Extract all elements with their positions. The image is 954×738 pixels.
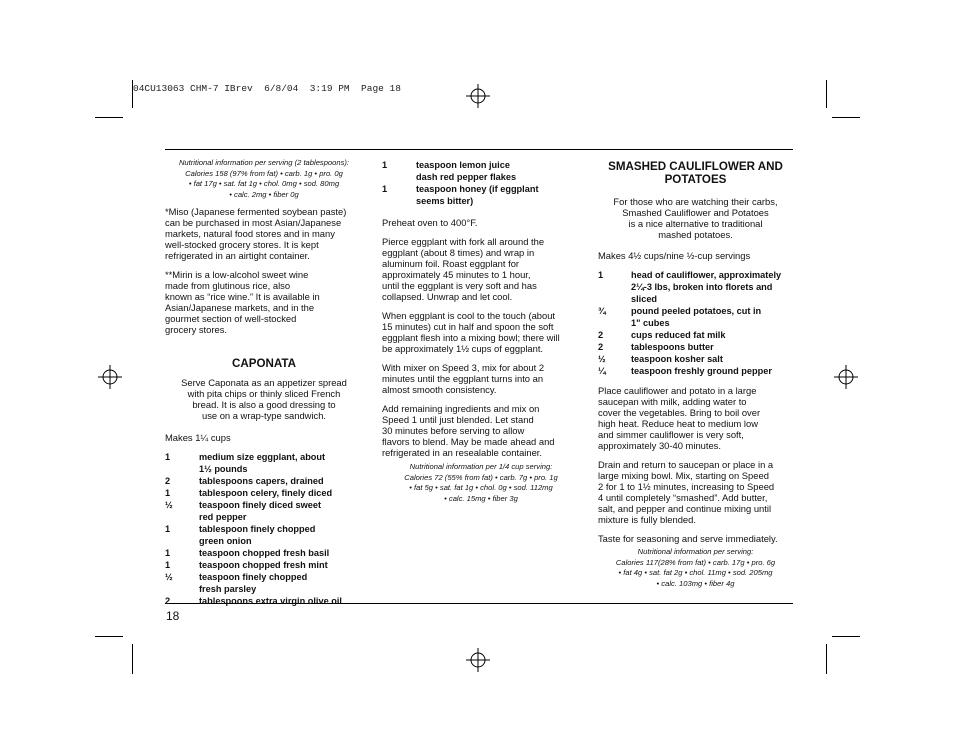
caponata-title: CAPONATA	[232, 357, 296, 370]
registration-mark-top	[466, 84, 490, 108]
ingredient-item: ½ teaspoon finely diced sweet red pepper	[165, 500, 322, 522]
printer-slug: 04CU13063 CHM-7 IBrev 6/8/04 3:19 PM Page 18	[133, 83, 401, 94]
caponata-step-2: Pierce eggplant with fork all around the eggplant (about 8 times) and wrap in aluminum foil. Roast eggplant for approximately 45 minutes to 1 hour, until the eggplant is very soft and has collapsed. Unwrap and let cool.	[382, 236, 545, 302]
registration-mark-right	[834, 365, 858, 389]
cauliflower-step-1: Place cauliflower and potato in a large saucepan with milk, adding water to cover the vegetables. Bring to boil over high heat. Reduce heat to medium low and simmer cauliflower is very soft, approximately 30-40 minutes.	[598, 385, 761, 451]
smashed-cauliflower-yield: Makes 4½ cups/nine ½-cup servings	[598, 250, 751, 261]
caponata-step-4: With mixer on Speed 3, mix for about 2 minutes until the eggplant turns into an almost smooth consistency.	[382, 362, 545, 395]
cauliflower-nutrition: Nutritional information per serving: Calories 117(28% from fat) • carb. 17g • pro. 6g • fat 4g • sat. fat 2g • chol. 11mg • sod. 205mg • calc. 103mg • fiber 4g	[615, 547, 776, 588]
registration-mark-bottom	[466, 648, 490, 672]
ingredient-item: 1 teaspoon chopped fresh mint	[165, 560, 328, 570]
caponata-nutrition: Nutritional information per 1/4 cup serving: Calories 72 (55% from fat) • carb. 7g • pro. 1g • fat 5g • sat. fat 1g • chol. 0g • sod. 112mg • calc. 15mg • fiber 3g	[404, 462, 558, 503]
column-left	[165, 158, 363, 607]
ingredient-item: ¼ teaspoon freshly ground pepper	[598, 366, 772, 376]
smashed-cauliflower-ingredients	[598, 269, 793, 377]
nutrition-info-top: Nutritional information per serving (2 tablespoons): Calories 158 (97% from fat) • carb. 1g • pro. 0g • fat 17g • sat. fat 1g • chol. 0mg • sod. 80mg • calc. 2mg • fiber 0g	[178, 158, 350, 199]
caponata-ingredients-continued	[382, 159, 580, 207]
ingredient-item: ½ teaspoon kosher salt	[598, 354, 723, 364]
caponata-yield: Makes 1¼ cups	[165, 432, 231, 443]
ingredient-item: 1 tablespoon celery, finely diced	[165, 488, 333, 498]
ingredient-item: ¾ pound peeled potatoes, cut in 1" cubes	[598, 306, 762, 328]
caponata-ingredients	[165, 451, 363, 607]
ingredient-item: ½ teaspoon finely chopped fresh parsley	[165, 572, 308, 594]
caponata-intro: Serve Caponata as an appetizer spread with pita chips or thinly sliced French bread. It is also a good dressing to use on a wrap-type sandwich.	[181, 377, 347, 421]
ingredient-item: 2 cups reduced fat milk	[598, 330, 726, 340]
caponata-step-3: When eggplant is cool to the touch (about 15 minutes) cut in half and spoon the soft eggplant flesh into a mixing bowl; there will be approximately 1½ cups of eggplant.	[382, 310, 560, 354]
ingredient-item: 1 teaspoon chopped fresh basil	[165, 548, 330, 558]
cauliflower-step-3: Taste for seasoning and serve immediately.	[598, 533, 778, 544]
ingredient-item: 2 tablespoons extra virgin olive oil	[165, 596, 342, 606]
top-rule	[165, 149, 793, 150]
caponata-step-1: Preheat oven to 400°F.	[382, 217, 478, 228]
ingredient-item: 1 medium size eggplant, about 1½ pounds	[165, 452, 326, 474]
registration-mark-left	[98, 365, 122, 389]
miso-note: *Miso (Japanese fermented soybean paste) can be purchased in most Asian/Japanese markets, natural food stores and in many well-stocked grocery stores. It is kept refrigerated in an airtight container.	[165, 206, 347, 261]
ingredient-item: 1 teaspoon lemon juice dash red pepper flakes	[382, 160, 517, 182]
ingredient-item: 1 teaspoon honey (if eggplant seems bitter)	[382, 184, 539, 206]
page-number: 18	[166, 609, 180, 623]
cauliflower-step-2: Drain and return to saucepan or place in a large mixing bowl. Mix, starting on Speed 2 for 1 to 1½ minutes, increasing to Speed 4 until completely “smashed”. Add butter, salt, and pepper and continue mixing until mixture is fully blended.	[598, 459, 775, 525]
column-middle	[382, 159, 580, 504]
column-right	[598, 160, 793, 589]
ingredient-item: 1 tablespoon finely chopped green onion	[165, 524, 316, 546]
caponata-step-5: Add remaining ingredients and mix on Speed 1 until just blended. Let stand 30 minutes before serving to allow flavors to blend. May be made ahead and refrigerated in an resealable container.	[382, 403, 555, 458]
smashed-cauliflower-title: SMASHED CAULIFLOWER AND POTATOES	[608, 160, 783, 186]
ingredient-item: 2 tablespoons butter	[598, 342, 714, 352]
mirin-note: **Mirin is a low-alcohol sweet wine made from glutinous rice, also known as “rice wine.” It is available in Asian/Japanese markets, and in the gourmet section of well-stocked grocery stores.	[165, 269, 320, 335]
smashed-cauliflower-intro: For those who are watching their carbs, Smashed Cauliflower and Potatoes is a nice alternative to traditional mashed potatoes.	[613, 196, 778, 240]
ingredient-item: 2 tablespoons capers, drained	[165, 476, 324, 486]
ingredient-item: 1 head of cauliflower, approximately 2¼-3 lbs, broken into florets and sliced	[598, 270, 782, 304]
